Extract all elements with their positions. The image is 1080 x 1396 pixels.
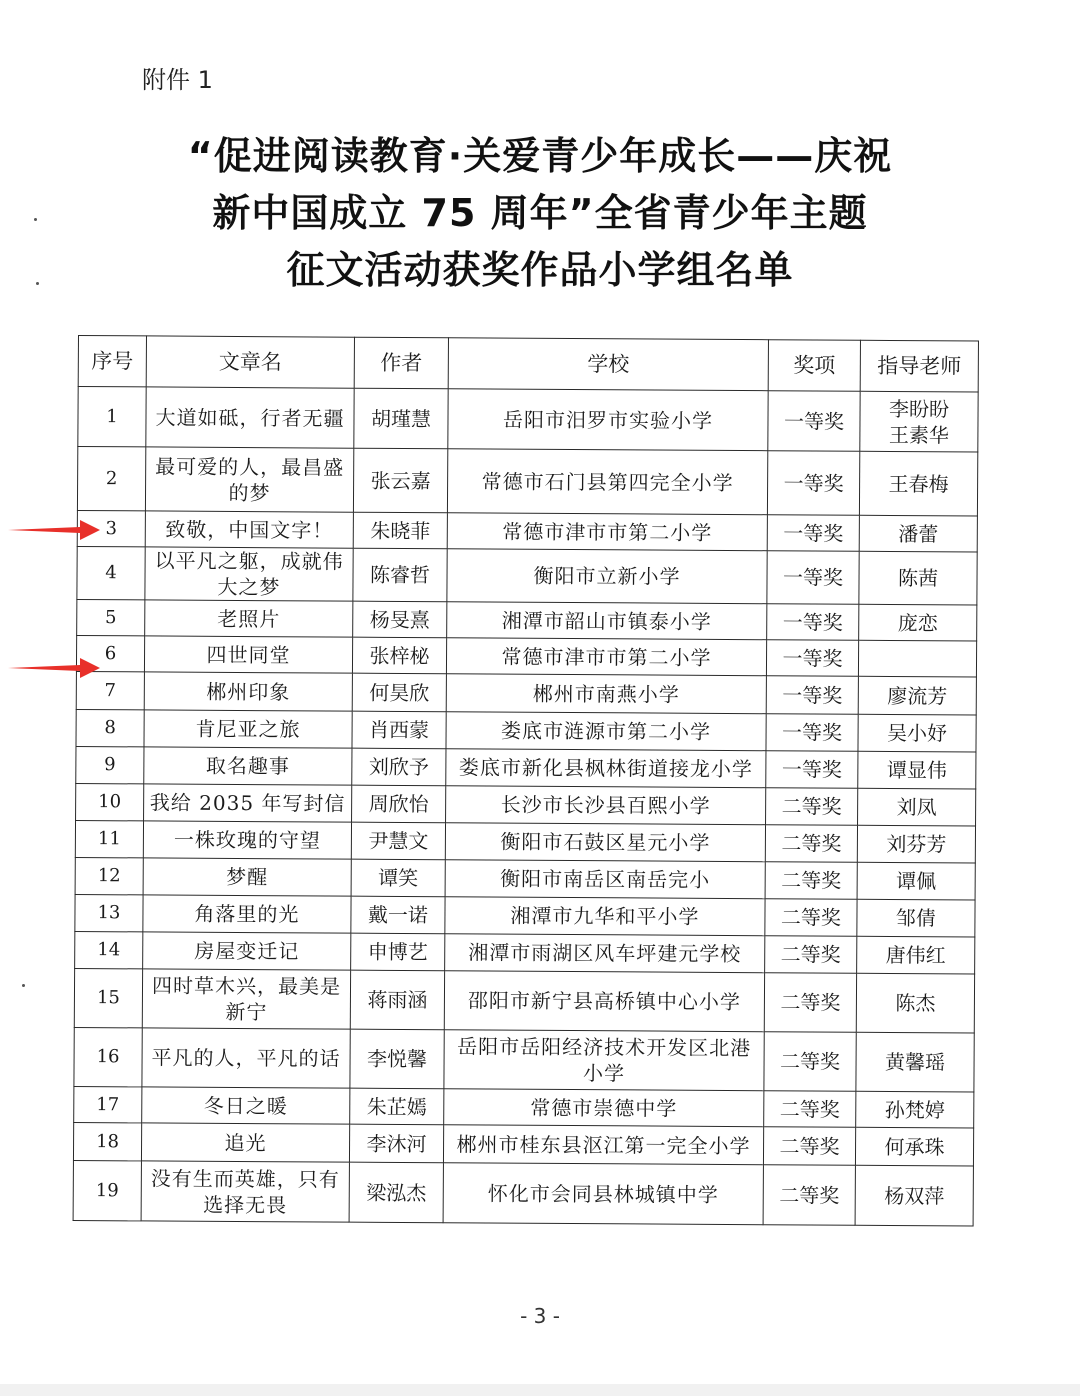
page-number: - 3 -: [520, 1304, 560, 1328]
cell-school: 衡阳市南岳区南岳完小: [445, 860, 765, 899]
cell-index: 11: [75, 820, 143, 857]
cell-index: 16: [74, 1027, 142, 1086]
cell-school: 岳阳市岳阳经济技术开发区北港小学: [444, 1030, 764, 1091]
cell-teacher: 陈茜: [859, 551, 977, 605]
table-body: [73, 387, 978, 1226]
cell-teacher: 邹倩: [857, 899, 975, 937]
table-row: [75, 857, 975, 899]
cell-index: 2: [77, 447, 145, 511]
table-row: [75, 820, 975, 862]
table-row: [76, 709, 976, 751]
cell-school: 常德市石门县第四完全小学: [447, 449, 767, 515]
table-row: [73, 1122, 973, 1165]
cell-teacher: 何承珠: [855, 1127, 973, 1166]
cell-index: 7: [76, 671, 144, 709]
table-row: [75, 894, 975, 936]
cell-author: 陈睿哲: [353, 548, 447, 602]
cell-index: 10: [76, 783, 144, 820]
cell-title: 致敬，中国文字！: [145, 511, 353, 548]
cell-title: 以平凡之躯，成就伟大之梦: [145, 547, 353, 601]
cell-award: 二等奖: [765, 825, 857, 863]
attachment-label: 附件 1: [142, 66, 213, 94]
cell-award: 二等奖: [766, 788, 858, 826]
table-row: [77, 510, 977, 551]
title-line-3: 征文活动获奖作品小学组名单: [286, 248, 794, 292]
cell-award: 一等奖: [766, 751, 858, 789]
cell-author: 张梓柲: [352, 637, 446, 674]
cell-author: 张云嘉: [353, 448, 447, 513]
cell-title: 我给 2035 年写封信: [144, 784, 352, 822]
header-author: 作者: [354, 337, 448, 389]
cell-school: 怀化市会同县林城镇中学: [443, 1163, 763, 1225]
cell-author: 胡瑾慧: [354, 388, 448, 449]
cell-index: 15: [74, 968, 142, 1027]
cell-school: 郴州市南燕小学: [446, 674, 766, 714]
header-index: 序号: [78, 336, 146, 387]
cell-award: 一等奖: [766, 676, 858, 715]
cell-title: 梦醒: [143, 858, 351, 896]
cell-author: 李沐河: [349, 1124, 443, 1163]
cell-award: 二等奖: [764, 973, 856, 1033]
cell-index: 19: [73, 1160, 141, 1220]
cell-school: 郴州市桂东县沤江第一完全小学: [443, 1125, 763, 1165]
cell-school: 娄底市涟源市第二小学: [446, 712, 766, 751]
cell-teacher: 潘蕾: [859, 515, 977, 552]
header-award: 奖项: [768, 340, 860, 392]
cell-school: 岳阳市汨罗市实验小学: [448, 389, 768, 451]
table-row: [77, 447, 977, 516]
cell-index: 17: [74, 1086, 142, 1122]
cell-author: 朱晓菲: [353, 512, 447, 549]
table-row: [78, 387, 978, 452]
cell-award: 一等奖: [767, 515, 859, 552]
cell-teacher: 杨双萍: [855, 1165, 973, 1226]
table-row: [76, 671, 976, 714]
cell-title: 取名趣事: [144, 747, 352, 785]
cell-school: 娄底市新化县枫林街道接龙小学: [446, 749, 766, 788]
cell-teacher: 庞恋: [859, 604, 977, 641]
cell-title: 四世同堂: [144, 636, 352, 673]
cell-title: 没有生而英雄，只有选择无畏: [141, 1161, 349, 1222]
cell-teacher: 廖流芳: [858, 676, 976, 715]
cell-award: 二等奖: [765, 862, 857, 900]
cell-award: 二等奖: [763, 1165, 855, 1226]
header-teacher: 指导老师: [860, 340, 978, 392]
cell-title: 角落里的光: [143, 895, 351, 933]
cell-teacher: 孙梵婷: [856, 1091, 974, 1128]
cell-award: 二等奖: [765, 936, 857, 974]
cell-author: 戴一诺: [351, 896, 445, 934]
table-row: [75, 931, 975, 973]
scan-speck: [22, 984, 25, 987]
table-row: [76, 783, 976, 825]
cell-title: 冬日之暖: [142, 1087, 350, 1124]
header-title: 文章名: [146, 336, 354, 388]
cell-award: 一等奖: [767, 551, 859, 605]
cell-title: 大道如砥，行者无疆: [146, 387, 354, 448]
cell-author: 梁泓杰: [349, 1162, 443, 1223]
cell-school: 衡阳市石鼓区星元小学: [445, 823, 765, 862]
title-line-2: 新中国成立 75 周年”全省青少年主题: [212, 191, 868, 235]
cell-index: 3: [77, 510, 145, 546]
cell-title: 老照片: [145, 600, 353, 637]
cell-teacher: 李盼盼 王素华: [860, 391, 978, 452]
table-row: [77, 599, 977, 640]
cell-award: 二等奖: [763, 1127, 855, 1166]
cell-index: 18: [73, 1122, 141, 1160]
page-bottom-edge: [0, 1384, 1080, 1396]
cell-teacher: 谭佩: [857, 862, 975, 900]
red-arrow-icon: [8, 518, 100, 542]
table-header-row: [78, 336, 978, 392]
cell-index: 1: [78, 387, 146, 447]
cell-award: 一等奖: [767, 451, 859, 516]
cell-author: 何昊欣: [352, 673, 446, 712]
awards-table: [73, 335, 979, 1226]
scan-speck: [36, 282, 39, 285]
cell-author: 肖西蒙: [352, 711, 446, 749]
cell-teacher: 黄馨瑶: [856, 1032, 974, 1092]
cell-index: 8: [76, 709, 144, 746]
cell-teacher: 刘凤: [858, 788, 976, 826]
cell-award: 一等奖: [768, 391, 860, 452]
title-line-1: “促进阅读教育·关爱青少年成长——庆祝: [187, 134, 893, 178]
cell-award: 二等奖: [765, 899, 857, 937]
cell-title: 肯尼亚之旅: [144, 710, 352, 748]
cell-teacher: 唐伟红: [857, 936, 975, 974]
header-school: 学校: [448, 338, 768, 391]
red-arrow-shape: [8, 658, 100, 678]
cell-index: 5: [77, 599, 145, 635]
cell-school: 邵阳市新宁县高桥镇中心小学: [444, 971, 764, 1032]
cell-school: 湘潭市九华和平小学: [445, 897, 765, 936]
table-row: [76, 746, 976, 788]
cell-school: 常德市津市市第二小学: [447, 513, 767, 551]
red-arrow-icon: [8, 656, 100, 680]
table-row: [74, 968, 974, 1032]
cell-author: 尹慧文: [351, 822, 445, 860]
table-row: [76, 635, 976, 676]
cell-index: 6: [76, 635, 144, 671]
cell-award: 一等奖: [766, 640, 858, 677]
cell-school: 常德市崇德中学: [444, 1089, 764, 1127]
document-title: [0, 128, 1080, 299]
cell-teacher: 刘芬芳: [857, 825, 975, 863]
cell-title: 平凡的人，平凡的话: [142, 1028, 350, 1088]
table-row: [77, 546, 977, 604]
cell-school: 湘潭市韶山市镇泰小学: [447, 602, 767, 640]
cell-author: 李悦馨: [350, 1029, 444, 1089]
cell-title: 四时草木兴，最美是新宁: [142, 969, 350, 1029]
cell-title: 一株玫瑰的守望: [143, 821, 351, 859]
cell-title: 郴州印象: [144, 672, 352, 711]
red-arrow-shape: [8, 520, 100, 540]
cell-author: 杨旻熹: [353, 601, 447, 638]
cell-title: 房屋变迁记: [143, 932, 351, 970]
cell-teacher: 吴小妤: [858, 714, 976, 752]
cell-school: 常德市津市市第二小学: [446, 638, 766, 676]
cell-author: 蒋雨涵: [350, 970, 444, 1030]
cell-author: 谭笑: [351, 859, 445, 897]
table-row: [73, 1160, 973, 1225]
cell-author: 朱芷嫣: [350, 1088, 444, 1125]
cell-title: 追光: [141, 1123, 349, 1162]
cell-title: 最可爱的人，最昌盛的梦: [145, 447, 353, 512]
cell-award: 一等奖: [766, 714, 858, 752]
cell-teacher: 王春梅: [859, 451, 977, 516]
cell-author: 周欣怡: [352, 785, 446, 823]
cell-index: 12: [75, 857, 143, 894]
cell-index: 13: [75, 894, 143, 931]
cell-index: 4: [77, 546, 145, 599]
cell-teacher: 谭显伟: [858, 751, 976, 789]
table-row: [74, 1027, 974, 1091]
cell-school: 长沙市长沙县百熙小学: [446, 786, 766, 825]
table-row: [74, 1086, 974, 1127]
cell-school: 衡阳市立新小学: [447, 549, 767, 604]
cell-author: 申博艺: [351, 933, 445, 971]
cell-award: 二等奖: [764, 1032, 856, 1092]
cell-teacher: [858, 640, 976, 677]
cell-school: 湘潭市雨湖区风车坪建元学校: [445, 934, 765, 973]
cell-index: 9: [76, 746, 144, 783]
cell-author: 刘欣予: [352, 748, 446, 786]
cell-award: 一等奖: [767, 604, 859, 641]
cell-teacher: 陈杰: [856, 973, 974, 1033]
scan-speck: [34, 218, 37, 221]
cell-award: 二等奖: [764, 1091, 856, 1128]
cell-index: 14: [75, 931, 143, 968]
